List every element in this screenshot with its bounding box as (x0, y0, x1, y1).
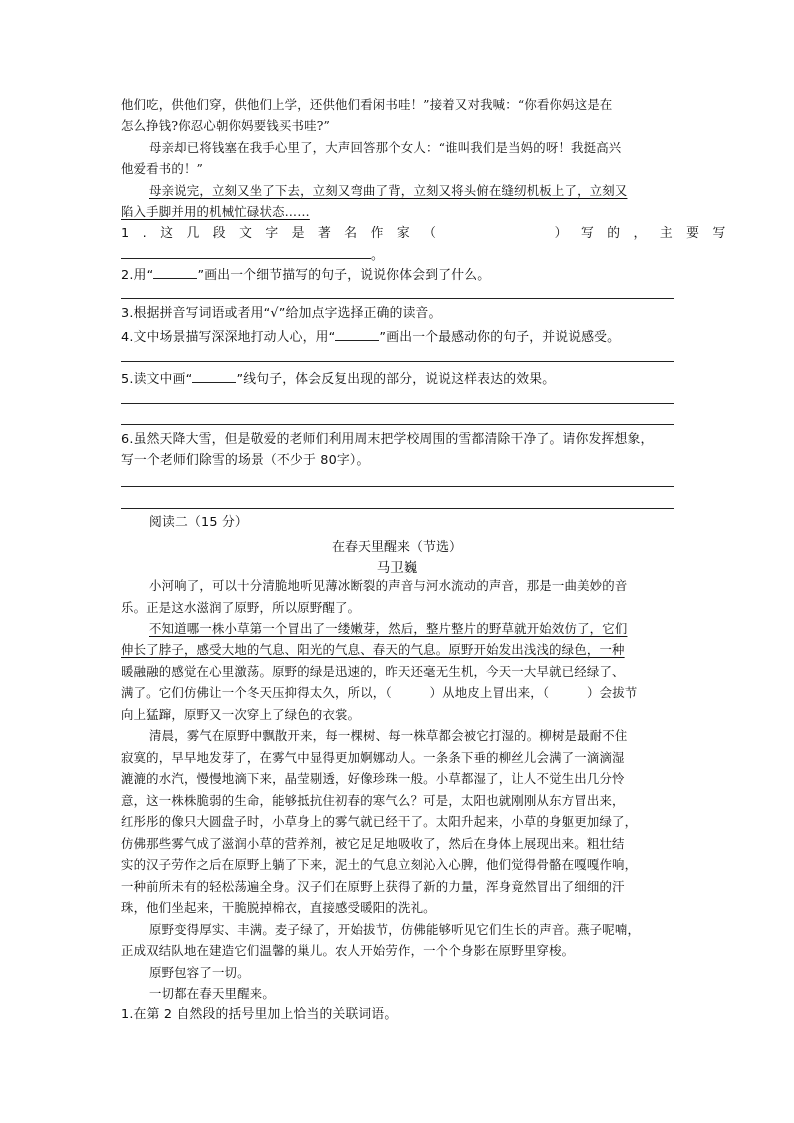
underlined-sentence: 陷入手脚并用的机械忙碌状态…… (121, 204, 310, 219)
question-3: 3.根据拼音写词语或者用“√”给加点字选择正确的读音。 (121, 306, 442, 321)
line-sample (153, 266, 197, 279)
paragraph-line: 原野变得厚实、丰满。麦子绿了，开始拔节，仿佛能够听见它们生长的声音。燕子呢喃， (149, 922, 641, 937)
paragraph-line: 正成双结队地在建造它们温馨的巢儿。农人开始劳作，一个个身影在原野里穿梭。 (121, 943, 575, 958)
passage-line: 母亲却已将钱塞在我手心里了，大声回答那个女人：“谁叫我们是当妈的呀！我挺高兴 (149, 140, 622, 155)
passage-line: 怎么挣钱?你忍心朝你妈要钱买书哇?” (121, 118, 331, 133)
line-sample (335, 328, 379, 341)
paragraph-line: 向上猛蹿，原野又一次穿上了绿色的衣裳。 (121, 707, 361, 722)
question-5: 5.读文中画“ ”线句子，体会反复出现的部分，说说这样表达的效果。 (121, 372, 556, 387)
answer-line[interactable] (121, 403, 674, 404)
question-4: 4.文中场景描写深深地打动人心，用“ ”画出一个最感动你的句子，并说说感受。 (121, 330, 621, 345)
paragraph-line: 小河响了，可以十分清脆地听见薄冰断裂的声音与河水流动的声音，那是一曲美妙的音 (149, 578, 628, 593)
passage-line: 他们吃，供他们穿，供他们上学，还供他们看闲书哇！”接着又对我喊：“你看你妈这是在 (121, 97, 613, 112)
paragraph-line: 仿佛那些雾气成了滋润小草的营养剂，被它足足地吸收了，然后在身体上展现出来。粗壮结 (121, 836, 625, 851)
paragraph-line: 原野包容了一切。 (149, 965, 250, 980)
paragraph-line: 乐。正是这水滋润了原野，所以原野醒了。 (121, 600, 361, 615)
question-6-line-2: 写一个老师们除雪的场景（不少于 80字）。 (121, 453, 370, 468)
paragraph-line: 清晨，雾气在原野中飘散开来，每一棵树、每一株草都会被它打湿的。柳树是最耐不住 (149, 728, 628, 743)
section-header: 阅读二（15 分） (149, 515, 248, 530)
paragraph-line: 红彤彤的像只大圆盘子时，小草身上的雾气就已经干了。太阳升起来，小草的身躯更加绿了， (121, 814, 638, 829)
underlined-sentence: 母亲说完，立刻又坐了下去，立刻又弯曲了背，立刻又将头俯在缝纫机板上了，立刻又 (149, 183, 628, 198)
reading2-question-1: 1.在第 2 自然段的括号里加上恰当的关联词语。 (121, 1007, 398, 1022)
answer-blank[interactable] (121, 246, 371, 259)
paragraph-line: 珠，他们坐起来，干脆脱掉棉衣，直接感受暖阳的洗礼。 (121, 900, 436, 915)
answer-line[interactable] (121, 361, 674, 362)
article-author: 马卫巍 (376, 560, 418, 576)
paragraph-line: 实的汉子劳作之后在原野上躺了下来，泥土的气息立刻沁入心脾，他们觉得骨骼在嘎嘎作响， (121, 857, 638, 872)
answer-line[interactable] (121, 508, 674, 509)
question-1: 1.这几段文字是著名作家（ ）写的，主要写 (121, 226, 739, 241)
paragraph-line: 伸长了脖子，感受大地的气息、阳光的气息、春天的气息。原野开始发出浅浅的绿色，一种 (121, 642, 625, 657)
paragraph-line: 寂寞的，早早地发芽了，在雾气中显得更加婀娜动人。一条条下垂的柳丝儿会满了一滴滴湿 (121, 750, 625, 765)
question-1-answer-row: 。 (121, 246, 676, 264)
passage-line: 他爱看书的！” (121, 161, 204, 176)
paragraph-line: 一种前所未有的轻松荡遍全身。汉子们在原野上获得了新的力量，浑身竟然冒出了细细的汗 (121, 879, 625, 894)
paragraph-line: 满了。它们仿佛让一个冬天压抑得太久，所以，（ ）从地皮上冒出来，（ ）会拔节 (121, 685, 638, 700)
underlined-sentence: 不知道哪一株小草第一个冒出了一缕嫩芽，然后，整片整片的野草就开始效仿了，它们 (149, 621, 628, 636)
answer-line[interactable] (121, 298, 674, 299)
line-sample (192, 370, 236, 383)
paragraph-line: 漉漉的水汽，慢慢地滴下来，晶莹剔透，好像珍珠一般。小草都湿了，让人不觉生出几分怜 (121, 771, 625, 786)
paragraph-line: 一切都在春天里醒来。 (149, 986, 275, 1001)
answer-line[interactable] (121, 424, 674, 425)
answer-line[interactable] (121, 486, 674, 487)
article-title: 在春天里醒来（节选） (331, 540, 462, 555)
paragraph-line: 暖融融的感觉在心里激荡。原野的绿是迅速的，昨天还毫无生机，今天一大早就已经绿了、 (121, 664, 625, 679)
question-2: 2.用“ ”画出一个细节描写的句子，说说你体会到了什么。 (121, 268, 491, 283)
question-6-line-1: 6.虽然天降大雪，但是敬爱的老师们利用周末把学校周围的雪都清除干净了。请你发挥想象， (121, 432, 654, 447)
paragraph-line: 意，这一株株脆弱的生命，能够抵抗住初春的寒气么？可是，太阳也就刚刚从东方冒出来， (121, 793, 625, 808)
